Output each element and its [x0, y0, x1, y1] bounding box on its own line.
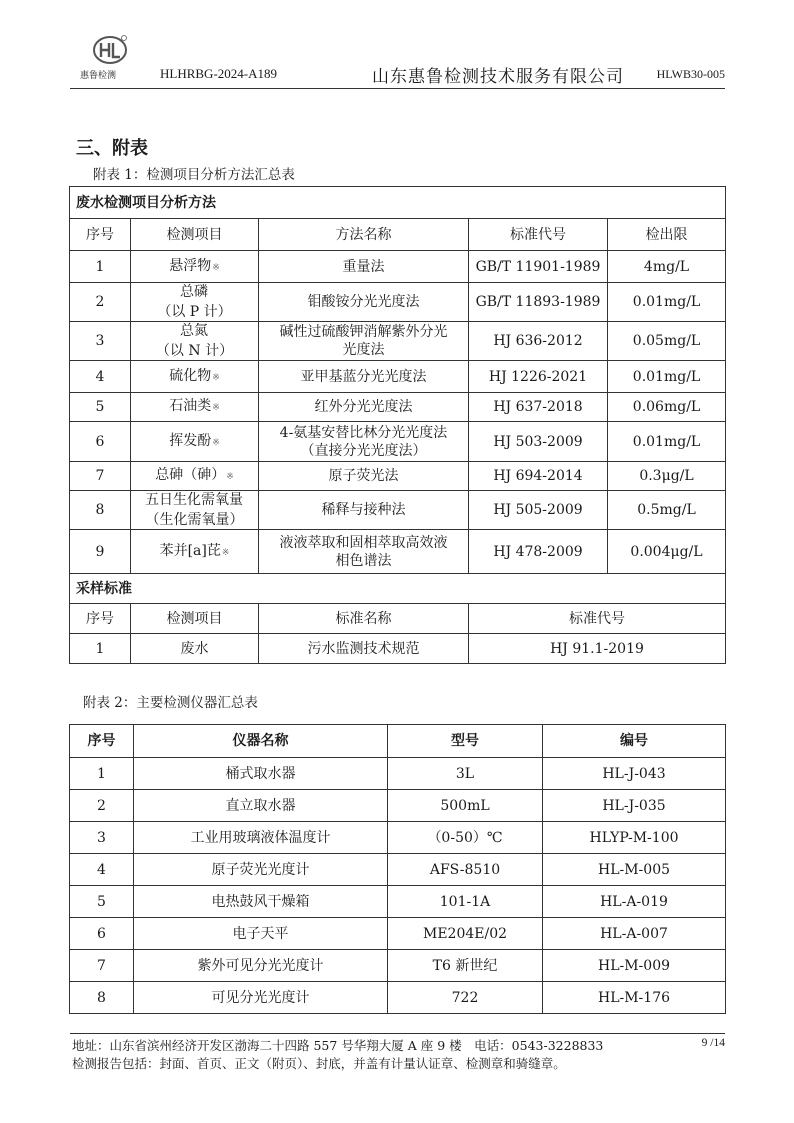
- table-row: [70, 491, 726, 530]
- table-row: [70, 758, 726, 790]
- cell-standard-code: HJ 478-2009: [469, 530, 608, 574]
- cell-no: 3: [70, 822, 134, 854]
- company-logo: [80, 34, 140, 84]
- cell-model: T6 新世纪: [388, 950, 543, 982]
- cell-code: HL-M-005: [543, 854, 726, 886]
- cell-no: 8: [70, 491, 131, 530]
- cell-code: HL-M-176: [543, 982, 726, 1014]
- item-name: [133, 432, 256, 452]
- cell-no: 1: [70, 758, 134, 790]
- table-row: [70, 886, 726, 918]
- company-name: 山东惠鲁检测技术服务有限公司: [372, 67, 624, 87]
- method-line1: 稀释与接种法: [321, 502, 406, 518]
- instruments-table: [69, 724, 726, 1014]
- table-row: [70, 790, 726, 822]
- cell-detection-limit: 0.06mg/L: [608, 393, 726, 422]
- item-name: [133, 322, 256, 342]
- cell-method: [259, 530, 469, 574]
- cell-no: 2: [70, 283, 131, 322]
- cell-standard-code: HJ 636-2012: [469, 322, 608, 361]
- cell-no: 8: [70, 982, 134, 1014]
- page-header: [70, 34, 725, 86]
- column-header: 序号: [70, 725, 134, 758]
- cell-no: 9: [70, 530, 131, 574]
- item-name: [133, 397, 256, 417]
- footer-note: 检测报告包括：封面、首页、正文（附页）、封底，并盖有计量认证章、检测章和骑缝章。: [72, 1056, 566, 1071]
- document-code: HLWB30-005: [656, 67, 725, 81]
- cell-instrument-name: 桶式取水器: [134, 758, 388, 790]
- cell-no: 4: [70, 854, 134, 886]
- cell-item: [131, 283, 259, 322]
- cell-no: 3: [70, 322, 131, 361]
- group-title: 采样标准: [70, 574, 726, 604]
- cell-code: HL-M-009: [543, 950, 726, 982]
- column-header: 序号: [70, 219, 131, 251]
- cell-instrument-name: 电子天平: [134, 918, 388, 950]
- cell-no: 2: [70, 790, 134, 822]
- cell-code: HL-A-007: [543, 918, 726, 950]
- cell-code: HL-J-043: [543, 758, 726, 790]
- cell-item: [131, 422, 259, 462]
- section-title: 三、附表: [76, 138, 148, 159]
- column-header: 序号: [70, 604, 131, 634]
- cell-item: [131, 491, 259, 530]
- cell-code: HL-A-019: [543, 886, 726, 918]
- table-row: [70, 422, 726, 462]
- method-line1: 碱性过硫酸钾消解紫外分光: [279, 324, 448, 340]
- header-divider: [70, 88, 725, 89]
- cell-standard-code: HJ 694-2014: [469, 462, 608, 491]
- item-label: 总氮: [180, 323, 208, 339]
- cell-model: 722: [388, 982, 543, 1014]
- cell-instrument-name: 可见分光光度计: [134, 982, 388, 1014]
- table-row: [70, 854, 726, 886]
- cell-no: 5: [70, 393, 131, 422]
- cell-detection-limit: 0.3μg/L: [608, 462, 726, 491]
- cell-code: HL-J-035: [543, 790, 726, 822]
- cell-detection-limit: 4mg/L: [608, 251, 726, 283]
- table-row: [70, 393, 726, 422]
- group-title: 废水检测项目分析方法: [70, 187, 726, 219]
- table-row: [70, 361, 726, 393]
- cell-detection-limit: 0.01mg/L: [608, 361, 726, 393]
- method-line2: 相色谱法: [335, 552, 392, 569]
- table-row: [70, 462, 726, 491]
- cell-item: [131, 462, 259, 491]
- logo-text: 惠鲁检测: [80, 71, 117, 81]
- item-name-line2: （生化需氧量）: [145, 512, 244, 528]
- method-line1: 红外分光光度法: [314, 399, 413, 415]
- cell-item: 废水: [131, 634, 259, 664]
- cell-standard-name: 污水监测技术规范: [259, 634, 469, 664]
- column-header: 标准名称: [259, 604, 469, 634]
- cell-no: 5: [70, 886, 134, 918]
- method-line1: 亚甲基蓝分光光度法: [300, 368, 427, 385]
- table-row: [70, 634, 726, 664]
- column-header: 仪器名称: [134, 725, 388, 758]
- column-header: 检出限: [608, 219, 726, 251]
- cell-model: 101-1A: [388, 886, 543, 918]
- column-header: 方法名称: [259, 219, 469, 251]
- cell-no: 7: [70, 462, 131, 491]
- table-row: [70, 322, 726, 361]
- cell-detection-limit: 0.5mg/L: [608, 491, 726, 530]
- cell-method: [259, 462, 469, 491]
- table-row: [70, 822, 726, 854]
- cell-model: 500mL: [388, 790, 543, 822]
- cell-instrument-name: 紫外可见分光光度计: [134, 950, 388, 982]
- cell-instrument-name: 工业用玻璃液体温度计: [134, 822, 388, 854]
- cell-standard-code: HJ 505-2009: [469, 491, 608, 530]
- column-header: 编号: [543, 725, 726, 758]
- accreditation-mark: ※: [212, 372, 220, 383]
- cell-item: [131, 530, 259, 574]
- item-label: 石油类: [169, 398, 212, 414]
- cell-no: 4: [70, 361, 131, 393]
- table-header-row: [70, 604, 726, 634]
- table-row: [70, 530, 726, 574]
- cell-detection-limit: 0.01mg/L: [608, 422, 726, 462]
- cell-code: HLYP-M-100: [543, 822, 726, 854]
- item-name: [133, 283, 256, 303]
- column-header: 标准代号: [469, 604, 726, 634]
- cell-no: 6: [70, 422, 131, 462]
- cell-standard-code: HJ 637-2018: [469, 393, 608, 422]
- item-name: [133, 466, 256, 486]
- table-row: [70, 918, 726, 950]
- cell-no: 7: [70, 950, 134, 982]
- table-row: [70, 251, 726, 283]
- item-label: 悬浮物: [169, 257, 212, 274]
- cell-detection-limit: 0.004μg/L: [608, 530, 726, 574]
- item-label: 硫化物: [169, 367, 212, 384]
- cell-standard-code: GB/T 11901-1989: [469, 251, 608, 283]
- cell-method: [259, 283, 469, 322]
- cell-item: [131, 361, 259, 393]
- table2-caption: 附表 2：主要检测仪器汇总表: [83, 695, 258, 711]
- cell-instrument-name: 直立取水器: [134, 790, 388, 822]
- report-number: HLHRBG-2024-A189: [160, 66, 277, 81]
- column-header: 标准代号: [469, 219, 608, 251]
- accreditation-mark: ※: [212, 403, 220, 413]
- item-label: 总磷: [180, 284, 208, 300]
- cell-method: [259, 251, 469, 283]
- cell-model: AFS-8510: [388, 854, 543, 886]
- footer-divider: [70, 1033, 725, 1034]
- cell-model: （0-50）℃: [388, 822, 543, 854]
- item-name: [133, 257, 256, 277]
- table-row: [70, 950, 726, 982]
- method-line2: 光度法: [342, 342, 385, 358]
- cell-method: [259, 322, 469, 361]
- cell-item: [131, 251, 259, 283]
- cell-standard-code: HJ 1226-2021: [469, 361, 608, 393]
- cell-detection-limit: 0.05mg/L: [608, 322, 726, 361]
- cell-instrument-name: 原子荧光光度计: [134, 854, 388, 886]
- footer-address: 地址：山东省滨州经济开发区渤海二十四路 557 号华翔大厦 A 座 9 楼 电话：0543-3228833: [72, 1038, 604, 1053]
- cell-item: [131, 393, 259, 422]
- item-label: 挥发酚: [169, 432, 212, 449]
- accreditation-mark: ※: [212, 437, 220, 448]
- cell-standard-code: HJ 503-2009: [469, 422, 608, 462]
- item-label: 五日生化需氧量: [145, 492, 243, 508]
- table1-caption: 附表 1：检测项目分析方法汇总表: [93, 167, 295, 183]
- table-header-row: [70, 725, 726, 758]
- cell-no: 1: [70, 251, 131, 283]
- methods-body: [70, 251, 726, 574]
- column-header: 检测项目: [131, 219, 259, 251]
- accreditation-mark: ※: [226, 472, 234, 482]
- group-header-sampling: [70, 574, 726, 604]
- cell-method: [259, 491, 469, 530]
- table-header-row: [70, 219, 726, 251]
- item-name-line2: （以 P 计）: [157, 304, 232, 320]
- cell-standard-code: GB/T 11893-1989: [469, 283, 608, 322]
- column-header: 检测项目: [131, 604, 259, 634]
- column-header: 型号: [388, 725, 543, 758]
- item-name: [133, 491, 256, 511]
- method-line1: 重量法: [342, 258, 385, 275]
- item-label: 苯并[a]芘: [159, 542, 221, 559]
- method-line1: 液液萃取和固相萃取高效液: [279, 534, 448, 551]
- cell-instrument-name: 电热鼓风干燥箱: [134, 886, 388, 918]
- cell-method: [259, 422, 469, 462]
- cell-no: 1: [70, 634, 131, 664]
- item-name: [133, 367, 256, 387]
- accreditation-mark: ※: [221, 547, 230, 558]
- method-line1: 钼酸铵分光光度法: [307, 294, 420, 310]
- cell-standard-code: HJ 91.1-2019: [469, 634, 726, 664]
- group-header-wastewater: [70, 187, 726, 219]
- accreditation-mark: ※: [212, 262, 220, 273]
- method-line1: 4-氨基安替比林分光光度法: [279, 424, 448, 441]
- table-row: [70, 982, 726, 1014]
- item-label: 总砷（砷）: [155, 467, 226, 483]
- cell-detection-limit: 0.01mg/L: [608, 283, 726, 322]
- table-row: [70, 283, 726, 322]
- item-name: [133, 542, 256, 562]
- analysis-methods-table: [69, 186, 726, 664]
- cell-model: 3L: [388, 758, 543, 790]
- cell-item: [131, 322, 259, 361]
- page-number: 9 /14: [701, 1037, 725, 1049]
- instruments-body: [70, 758, 726, 1014]
- cell-no: 6: [70, 918, 134, 950]
- cell-model: ME204E/02: [388, 918, 543, 950]
- hl-logo-icon: [92, 34, 128, 66]
- cell-method: [259, 393, 469, 422]
- method-line1: 原子荧光法: [328, 468, 399, 484]
- method-line2: （直接分光光度法）: [300, 442, 427, 459]
- item-name-line2: （以 N 计）: [155, 343, 234, 359]
- cell-method: [259, 361, 469, 393]
